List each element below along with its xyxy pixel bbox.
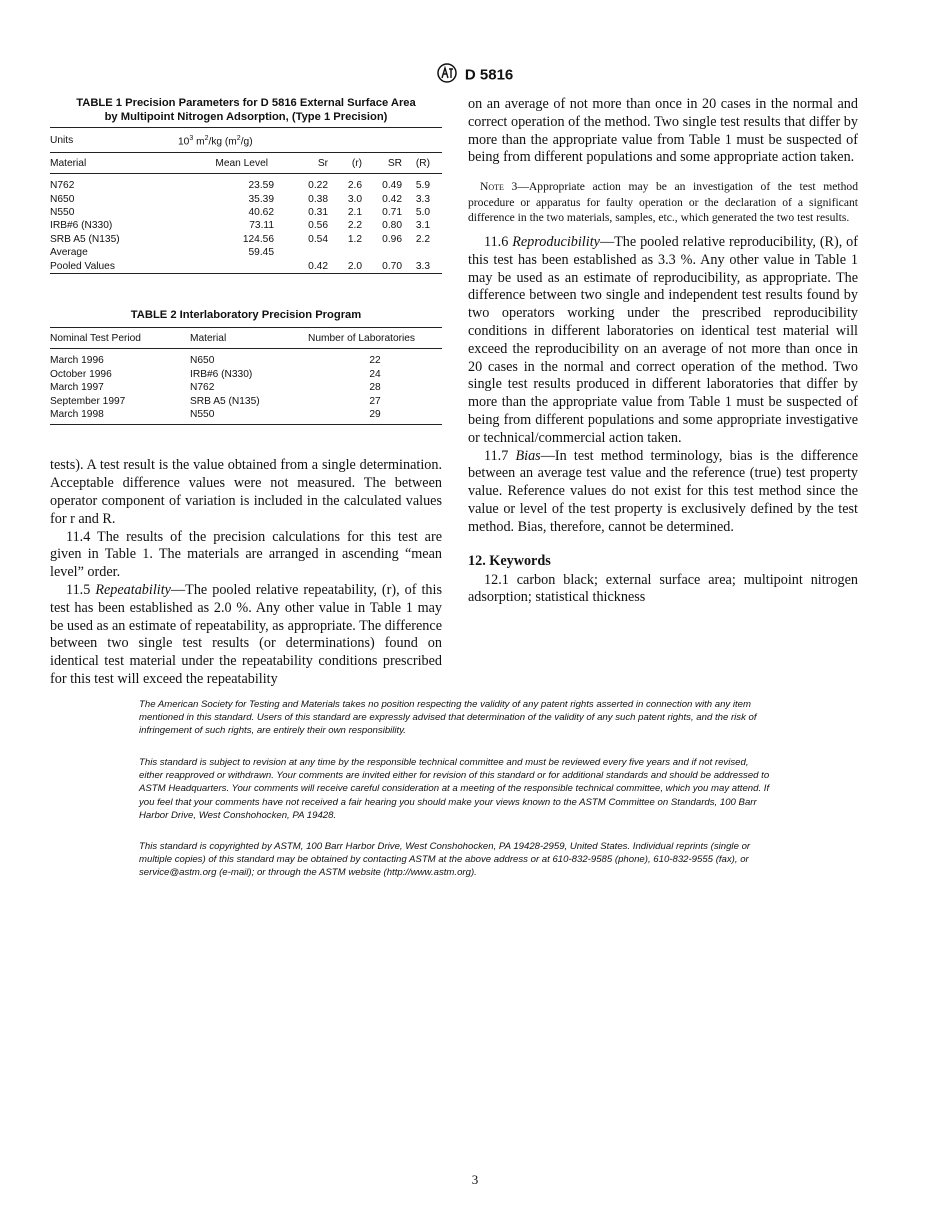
table-row: N650 35.39 0.38 3.0 0.42 3.3 xyxy=(50,193,430,205)
table1-caption: TABLE 1 Precision Parameters for D 5816 External Surface Area by Multipoint Nitrogen Adsorption, (Type 1 Precision) xyxy=(76,97,416,123)
table-row: N550 40.62 0.31 2.1 0.71 5.0 xyxy=(50,207,430,219)
left-paragraph-1: tests). A test result is the value obtained from a single determination. Acceptable difference values were not measured. The between operator component of variation is included in the calculated values for r and R. xyxy=(50,457,442,527)
section-11-7: 11.7 Bias—In test method terminology, bias is the difference between an average test value and the reference (true) test property value. Reference values do not exist for this test method since the value or level of the test property is exclusively defined by the test method. Bias, therefore, cannot be determined. xyxy=(468,447,858,535)
table-row: SRB A5 (N135) 124.56 0.54 1.2 0.96 2.2 xyxy=(50,233,430,245)
right-paragraph-1: on an average of not more than once in 20 cases in the normal and correct operation of the method. Two single test results that differ by more than the appropriate value from Table 1 must be suspected of being from different populations and some appropriate action taken. xyxy=(468,96,858,166)
table1-units-value: $10^3$ $m^2/kg$ $(m^2/g)$ xyxy=(178,128,442,153)
page-header xyxy=(0,63,950,87)
table-row: N762 23.59 0.22 2.6 0.49 5.9 xyxy=(50,180,430,192)
table1 xyxy=(50,127,442,274)
note-3: Note 3—Appropriate action may be an investigation of the test method procedure or apparatus for faulty operation or the declaration of a significant difference in the two materials, samples, etc., which generated the two test results. xyxy=(468,180,858,225)
standard-code: D 5816 xyxy=(464,66,514,84)
astm-logo-icon xyxy=(437,63,457,87)
table-row: Average 59.45 xyxy=(50,247,274,259)
left-column xyxy=(50,96,442,689)
table1-header-row: Material Mean Level Sr (r) SR (R) xyxy=(50,152,442,173)
section-11-6: 11.6 Reproducibility—The pooled relative reproducibility, (R), of this test has been established as 3.3 %. Any other value in Table 1 may be used as an estimate of reproducibility, as appropriate. The difference between two single and independent test results found by two operators working under the prescribed reproducibility conditions in different laboratories on identical test material will exceed the reproducibility on an average of not more than once in 20 cases in the normal and correct operation of the method. Two single test results produced in different laboratories that differ by more than the appropriate value from Table 1 must be suspected of being from different populations and some appropriate investigative or technical/commercial action taken. xyxy=(468,233,858,446)
table-row: March 1997 N762 28 xyxy=(50,382,381,394)
table2 xyxy=(50,327,442,425)
footer-copyright-notice: This standard is copyrighted by ASTM, 100 Barr Harbor Drive, West Conshohocken, PA 19428-2959, United States. Individual reprints (single or multiple copies) of this standard may be obtained by contacting ASTM at the above address or at 610-832-9585 (phone), 610-832-9555 (fax), or service@astm.org (e-mail); or through the ASTM website (http://www.astm.org). xyxy=(139,841,751,879)
footer-revision-notice: This standard is subject to revision at any time by the responsible technical committee and must be reviewed every five years and if not revised, either reapproved or withdrawn. Your comments are invited either for revision of this standard or for additional standards and should be addressed to ASTM Headquarters. Your comments will receive careful consideration at a meeting of the responsible technical committee, which you may attend. If you feel that your comments have not received a fair hearing you should make your views known to the ASTM Committee on Standards, 100 Barr Harbor Drive, West Conshohocken, PA 19428. xyxy=(139,757,770,821)
footer-patent-notice: The American Society for Testing and Materials takes no position respecting the validity of any patent rights asserted in connection with any item mentioned in this standard. Users of this standard are expressly advised that determination of the validity of any such patent rights, and the risk of infringement of such rights, are entirely their own responsibility. xyxy=(139,699,757,737)
table-row: September 1997 SRB A5 (N135) 27 xyxy=(50,395,381,407)
keywords-paragraph: 12.1 carbon black; external surface area; multipoint nitrogen adsorption; statistical thickness xyxy=(468,571,858,606)
right-column xyxy=(468,96,858,607)
table-row: Pooled Values 0.42 2.0 0.70 3.3 xyxy=(50,260,442,274)
keywords-heading: 12. Keywords xyxy=(468,552,551,569)
table2-caption: TABLE 2 Interlaboratory Precision Program xyxy=(130,309,362,322)
left-paragraph-2: 11.4 The results of the precision calculations for this test are given in Table 1. The materials are arranged in ascending “mean level” order. xyxy=(50,528,442,581)
table-row: March 1998 N550 29 xyxy=(50,408,442,425)
table1-units-row: Units $10^3$ $m^2/kg$ $(m^2/g)$ xyxy=(50,128,442,153)
left-paragraph-3: 11.5 Repeatability—The pooled relative repeatability, (r), of this test has been established as 2.0 %. Any other value in Table 1 may be used as an estimate of repeatability, as appropriate. The difference between two single test results (or determinations) found on identical test material under the repeatability conditions prescribed for this test will exceed the repeatability xyxy=(50,582,442,688)
table-row: October 1996 IRB#6 (N330) 24 xyxy=(50,368,381,380)
table-row: March 1996 N650 22 xyxy=(50,355,381,367)
table2-header-row: Nominal Test Period Material Number of Laboratories xyxy=(50,328,442,349)
table-row: IRB#6 (N330) 73.11 0.56 2.2 0.80 3.1 xyxy=(50,220,430,232)
page-number: 3 xyxy=(471,1172,479,1187)
